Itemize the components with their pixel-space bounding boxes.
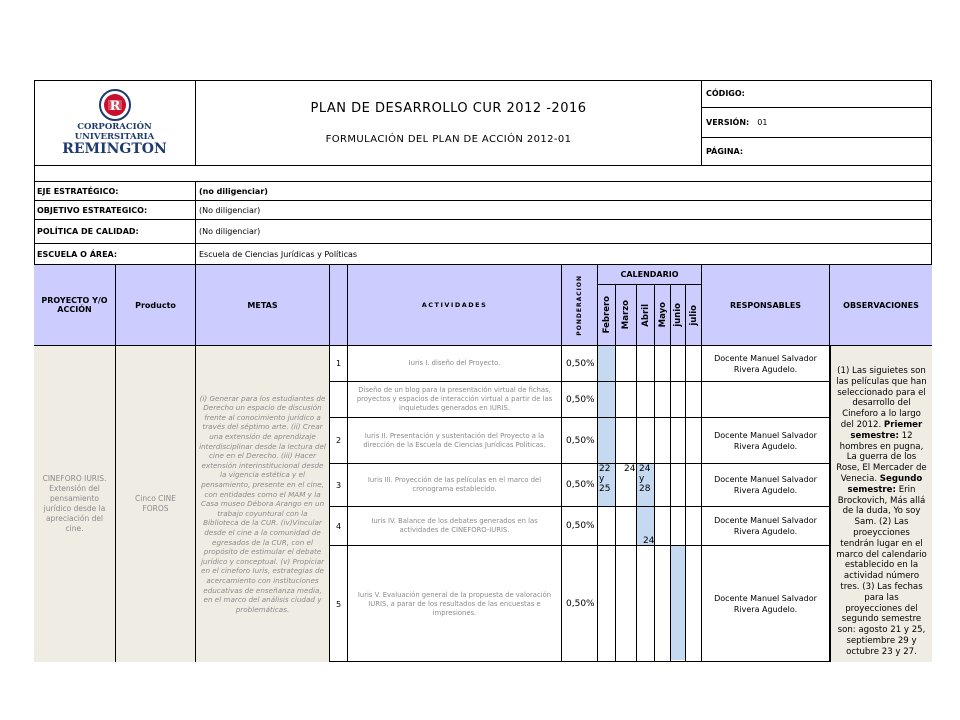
objetivo-label: OBJETIVO ESTRATEGICO: xyxy=(34,201,196,220)
codigo-label: CÓDIGO: xyxy=(706,89,745,98)
activity-text: Iuris I. diseño del Proyecto. xyxy=(348,346,562,382)
university-seal-icon xyxy=(98,88,132,122)
escuela-value: Escuela de Ciencias Jurídicas y Políticas xyxy=(196,244,932,265)
page-subtitle: FORMULACIÓN DEL PLAN DE ACCIÓN 2012-01 xyxy=(325,133,572,145)
activity-ponderacion: 0,50% xyxy=(562,346,598,382)
svg-text:R: R xyxy=(109,99,120,114)
cal-note-abril: 24 y 28 xyxy=(639,464,651,494)
col-calendario: CALENDARIO xyxy=(598,265,702,285)
activity-num xyxy=(330,382,348,418)
cal-fill-febrero-row3 xyxy=(598,418,616,464)
activity-num: 5 xyxy=(330,546,348,662)
activity-num: 2 xyxy=(330,418,348,464)
month-febrero: Febrero xyxy=(598,285,616,346)
month-junio: junio xyxy=(671,285,686,346)
activity-num: 1 xyxy=(330,346,348,382)
activity-num: 4 xyxy=(330,507,348,546)
activity-text: Iuris II. Presentación y sustentación del Proyecto a la dirección de la Escuela de Ciencias Jurídicas Políticas. xyxy=(348,418,562,464)
activity-text: Diseño de un blog para la presentación virtual de fichas, proyectos y espacios de interacción virtual a partir de las inquietudes generados en IURIS. xyxy=(348,382,562,418)
col-observaciones: OBSERVACIONES xyxy=(830,265,932,346)
codigo-cell xyxy=(702,80,932,108)
month-marzo: Marzo xyxy=(616,285,637,346)
escuela-label: ESCUELA O ÁREA: xyxy=(34,244,196,265)
activity-responsable: Docente Manuel Salvador Rivera Agudelo. xyxy=(702,346,830,382)
eje-label: EJE ESTRATÉGICO: xyxy=(34,182,196,201)
pagina-cell xyxy=(702,138,932,166)
obs-text-1: (1) Las siguietes son las películas que han seleccionado para el desarrollo del Cineforo a lo largo del 2012. xyxy=(836,366,927,430)
col-num xyxy=(330,265,348,346)
ponderacion-label: PONDERACIÓN xyxy=(576,274,583,336)
col-responsables: RESPONSABLES xyxy=(702,265,830,346)
cal-fill-febrero-row2 xyxy=(598,382,616,418)
activity-responsable xyxy=(702,382,830,418)
spacer-row xyxy=(34,166,932,182)
producto-cell: Cinco CINE FOROS xyxy=(116,346,196,662)
logo-line-2: UNIVERSITARIA xyxy=(74,132,155,142)
obs-text-2: 12 hombres en pugna, La guerra de los Rose, El Mercader de Venecia. xyxy=(836,430,927,484)
logo-cell xyxy=(34,80,196,166)
activity-text: Iuris V. Evaluación general de la propuesta de valoración IURIS, a parar de los resultados de las encuestas e impresiones. xyxy=(348,546,562,662)
title-cell xyxy=(196,80,702,166)
eje-value: (no diligenciar) xyxy=(196,182,932,201)
cal-note-febrero: 22 y 25 xyxy=(599,464,611,494)
activity-num: 3 xyxy=(330,464,348,507)
activity-ponderacion: 0,50% xyxy=(562,464,598,507)
activity-responsable: Docente Manuel Salvador Rivera Agudelo. xyxy=(702,464,830,507)
metas-cell: (i) Generar para los estudiantes de Derecho un espacio de discusión frente al conocimiento jurídico a través del séptimo arte. (ii) Crear una extensión de aprendizaje interdisciplinar desde la lectura del cine en el Derecho. (iii) Hacer extensión interinstitucional desde la vigencia estética y el pensamiento, presente en el cine, con entidades como el MAM y la Casa museo Débora Arango en un trabajo coyuntural con la Biblioteca de la CUR. (iv)Vincular desde el cine a la comunidad de egresados de la CUR, con el propósito de estimular el debate jurídico y conceptual. (v) Propiciar en el cineforo Iuris, estrategias de acercamiento con instituciones educativas de enseñanza media, en el marco del análisis ciudad y problemáticas. xyxy=(196,346,330,662)
pagina-label: PÁGINA: xyxy=(706,147,744,156)
proyecto-cell: CINEFORO IURIS. Extensión del pensamiento jurídico desde la apreciación del cine. xyxy=(34,346,116,662)
obs-text-3: Erin Brockovich, Más allá de la duda, Yo soy Sam. (2) Las proeycciones tendrán lugar en el marco del calendario establecido en la actividad número tres. (3) Las fechas para las proyecciones del segundo semestre son: agosto 21 y 25, septiembre 29 y octubre 23 y 27. xyxy=(836,484,927,657)
objetivo-value: (No diligenciar) xyxy=(196,201,932,220)
col-ponderacion xyxy=(562,265,598,346)
version-label: VERSIÓN: xyxy=(706,118,750,127)
activity-responsable: Docente Manuel Salvador Rivera Agudelo. xyxy=(702,418,830,464)
logo-line-1: CORPORACIÓN xyxy=(77,122,152,132)
observaciones-cell xyxy=(830,346,932,662)
col-actividades: ACTIVIDADES xyxy=(348,265,562,346)
version-cell xyxy=(702,108,932,138)
obs-segundo-label: Segundo semestre: xyxy=(847,473,923,495)
month-julio: julio xyxy=(686,285,702,346)
page-title: PLAN DE DESARROLLO CUR 2012 -2016 xyxy=(310,100,587,116)
col-proyecto: PROYECTO Y/O ACCIÓN xyxy=(34,265,116,346)
activity-ponderacion: 0,50% xyxy=(562,507,598,546)
activity-ponderacion: 0,50% xyxy=(562,546,598,662)
activity-responsable: Docente Manuel Salvador Rivera Agudelo. xyxy=(702,507,830,546)
col-producto: Producto xyxy=(116,265,196,346)
month-mayo: Mayo xyxy=(655,285,671,346)
cal-fill-junio-row6 xyxy=(671,546,686,660)
col-metas: METAS xyxy=(196,265,330,346)
activity-text: Iuris IV. Balance de los debates generados en las actividades de CINEFORO-IURIS. xyxy=(348,507,562,546)
activity-responsable: Docente Manuel Salvador Rivera Agudelo. xyxy=(702,546,830,662)
month-abril: Abril xyxy=(637,285,655,346)
logo-line-3: REMINGTON xyxy=(62,141,167,157)
activity-text: Iuris III. Proyección de las películas en el marco del cronograma establecido. xyxy=(348,464,562,507)
cal-fill-febrero-row1 xyxy=(598,346,616,382)
cal-note-abril-2: 24 xyxy=(643,536,655,546)
cal-note-marzo: 24 xyxy=(624,464,636,474)
activity-ponderacion: 0,50% xyxy=(562,418,598,464)
activity-ponderacion: 0,50% xyxy=(562,382,598,418)
politica-value: (No diligenciar) xyxy=(196,220,932,244)
obs-primer-label: Priemer semestre: xyxy=(850,419,923,441)
version-value: 01 xyxy=(757,118,768,127)
politica-label: POLÍTICA DE CALIDAD: xyxy=(34,220,196,244)
